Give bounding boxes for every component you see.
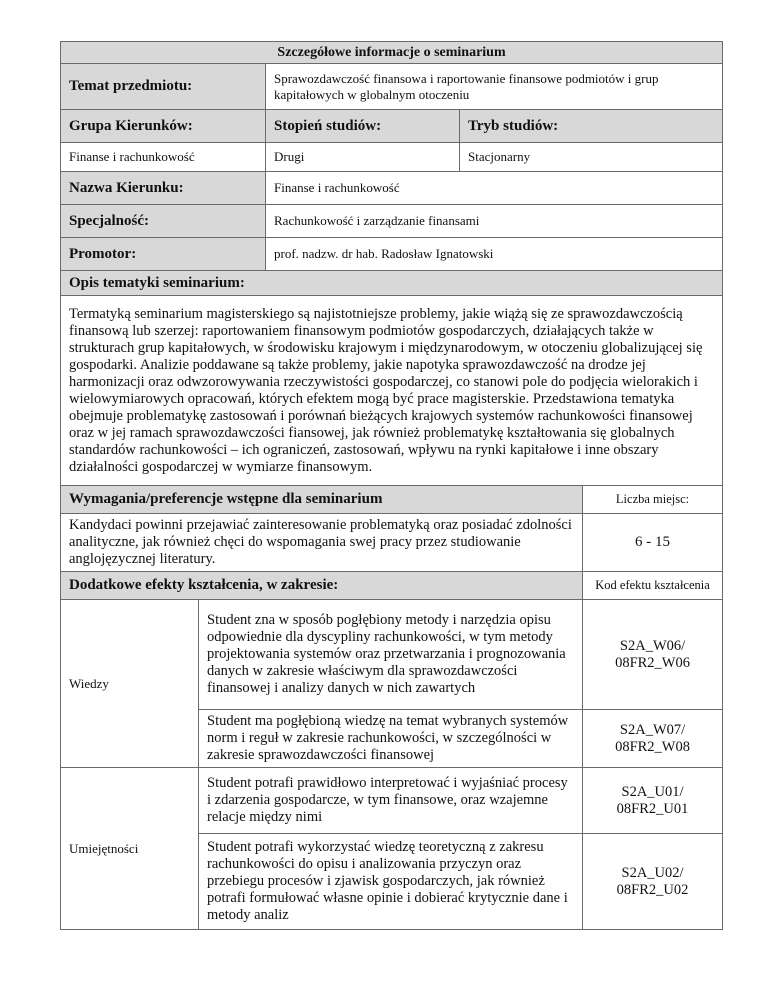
kierunek-label: Nazwa Kierunku: <box>61 172 266 205</box>
promotor-value: prof. nadzw. dr hab. Radosław Ignatowski <box>266 238 723 271</box>
wymagania-label: Wymagania/preferencje wstępne dla seminarium <box>61 486 583 514</box>
liczba-miejsc-label: Liczba miejsc: <box>583 486 723 514</box>
efekt-code-line2: 08FR2_U01 <box>616 800 689 817</box>
efekt-text: Student ma pogłębioną wiedzę na temat wybranych systemów norm i reguł w zakresie rachunkowości, w szczególności w zakresie sprawozdawczości finansowej <box>199 710 583 768</box>
efekt-code-line1: S2A_W06/ <box>619 637 686 654</box>
efekty-label: Dodatkowe efekty kształcenia, w zakresie: <box>61 572 583 600</box>
specjalnosc-value: Rachunkowość i zarządzanie finansami <box>266 205 723 238</box>
wymagania-text: Kandydaci powinni przejawiać zainteresowanie problematyką oraz posiadać zdolności analityczne, jak również chęci do wspomagania swej pracy przez studiowanie anglojęzycznej literatury. <box>61 514 583 572</box>
efekt-code <box>583 834 723 930</box>
efekt-code-line2: 08FR2_W08 <box>615 738 690 755</box>
subject-label: Temat przedmiotu: <box>61 64 266 110</box>
tryb-label: Tryb studiów: <box>460 110 723 143</box>
grupa-label: Grupa Kierunków: <box>61 110 266 143</box>
stopien-label: Stopień studiów: <box>266 110 460 143</box>
efekt-code-line2: 08FR2_U02 <box>616 881 689 898</box>
efekt-code <box>583 600 723 710</box>
kierunek-value: Finanse i rachunkowość <box>266 172 723 205</box>
stopien-value: Drugi <box>266 143 460 172</box>
wiedzy-label: Wiedzy <box>61 600 199 768</box>
document-title: Szczegółowe informacje o seminarium <box>61 42 723 64</box>
umiejetnosci-label: Umiejętności <box>61 768 199 930</box>
efekt-text: Student zna w sposób pogłębiony metody i narzędzia opisu odpowiednie dla dyscypliny rachunkowości, w tym metody projektowania systemów oraz przetwarzania i prognozowania danych w zakresie właściwym dla sprawozdawczości finansowej i analizy danych w nich zawartych <box>199 600 583 710</box>
tryb-value: Stacjonarny <box>460 143 723 172</box>
liczba-miejsc-value: 6 - 15 <box>583 514 723 572</box>
efekt-code-line1: S2A_W07/ <box>619 721 686 738</box>
promotor-label: Promotor: <box>61 238 266 271</box>
opis-text: Termatyką seminarium magisterskiego są najistotniejsze problemy, jakie wiążą się ze sprawozdawczością finansową lub szerzej: raportowaniem finansowym podmiotów gospodarczych, działających także w strukturach grup kapitałowych, w środowisku krajowym i międzynarodowym, w otoczeniu globalizującej się gospodarki. Analizie poddawane są także problemy, jakie napotyka sprawozdawczość na drodze jej harmonizacji oraz odwzorowywania rzeczywistości gospodarczej, co stanowi pole do podjęcia wielorakich i wielowymiarowych opracowań, których efektem mogą być prace magisterskie. Przedstawiona tematyka obejmuje problematykę zastosowań i porównań bieżących krajowych systemów rachunkowości finansowej oraz w jej ramach sprawozdawczości fiansowej, jak również problematykę kształtowania się globalnych standardów rachunkowości – ich ograniczeń, zastosowań, wpływu na rynki kapitałowe i inne obszary działalności gospodarczej w wymiarze finansowym. <box>61 296 723 486</box>
efekt-code <box>583 768 723 834</box>
efekt-text: Student potrafi wykorzystać wiedzę teoretyczną z zakresu rachunkowości do opisu i analizowania przyczyn oraz przebiegu procesów i zjawisk gospodarczych, jak również potrafi formułować własne opinie i dobierać krytycznie dane i metody analiz <box>199 834 583 930</box>
grupa-value: Finanse i rachunkowość <box>61 143 266 172</box>
efekt-text: Student potrafi prawidłowo interpretować i wyjaśniać procesy i zdarzenia gospodarcze, w tym finansowe, oraz wzajemne relacje między nimi <box>199 768 583 834</box>
seminar-info-table <box>60 41 723 930</box>
efekt-code-line1: S2A_U01/ <box>621 783 684 800</box>
efekt-code-line1: S2A_U02/ <box>621 864 684 881</box>
efekt-code <box>583 710 723 768</box>
opis-label: Opis tematyki seminarium: <box>61 271 723 296</box>
seminar-info-document <box>60 41 722 930</box>
subject-value: Sprawozdawczość finansowa i raportowanie finansowe podmiotów i grup kapitałowych w globalnym otoczeniu <box>266 64 723 110</box>
kod-efektu-label: Kod efektu kształcenia <box>583 572 723 600</box>
specjalnosc-label: Specjalność: <box>61 205 266 238</box>
efekt-code-line2: 08FR2_W06 <box>615 654 690 671</box>
